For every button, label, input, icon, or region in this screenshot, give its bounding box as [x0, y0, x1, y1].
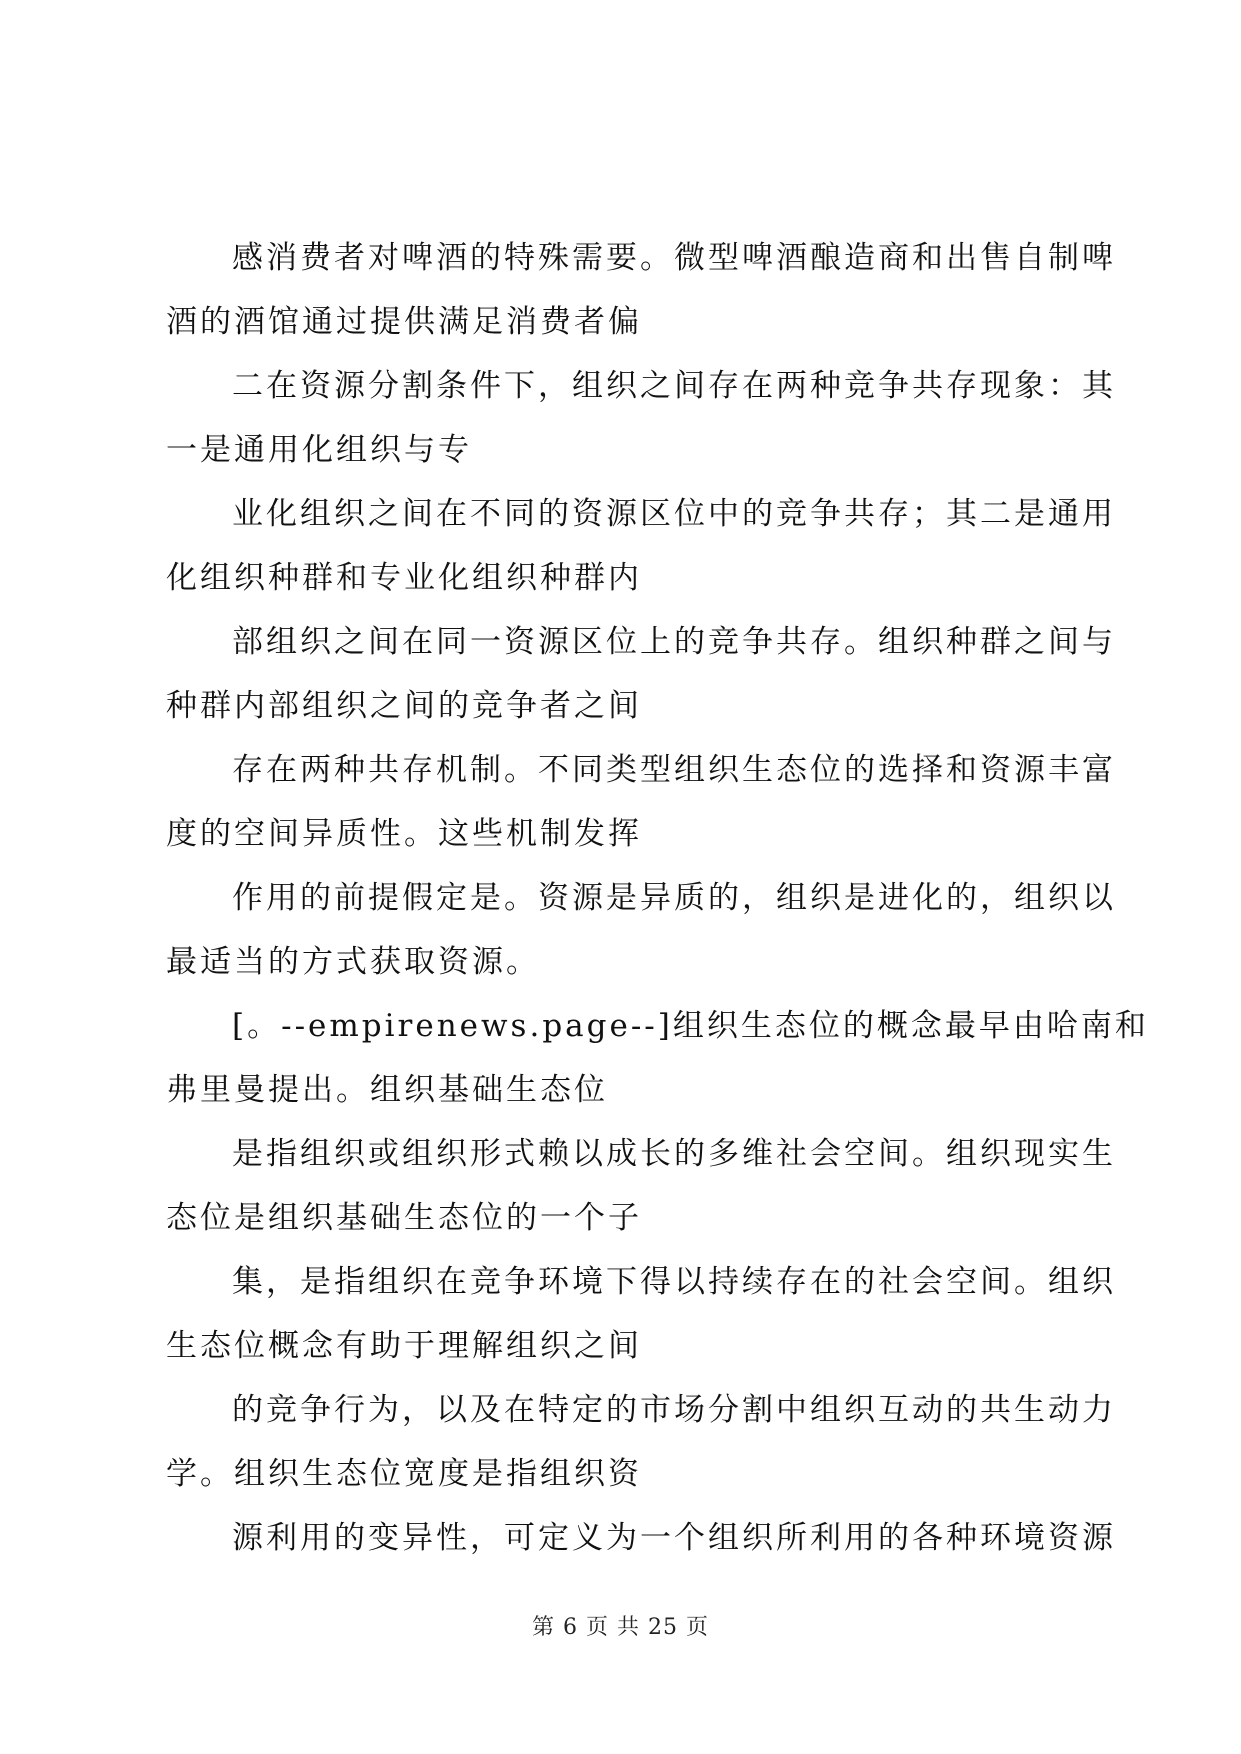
paragraph-line: 感消费者对啤酒的特殊需要。微型啤酒酿造商和出售自制啤	[232, 240, 1116, 276]
paragraph-line: 部组织之间在同一资源区位上的竞争共存。组织种群之间与	[232, 624, 1116, 660]
paragraph-line: 学。组织生态位宽度是指组织资	[166, 1456, 642, 1492]
paragraph-line: 是指组织或组织形式赖以成长的多维社会空间。组织现实生	[232, 1136, 1116, 1172]
page-number-footer: 第 6 页 共 25 页	[532, 1615, 709, 1640]
paragraph-line: 集，是指组织在竞争环境下得以持续存在的社会空间。组织	[232, 1264, 1116, 1300]
paragraph-line: 的竞争行为，以及在特定的市场分割中组织互动的共生动力	[232, 1392, 1116, 1428]
paragraph-line: 度的空间异质性。这些机制发挥	[166, 816, 642, 852]
paragraph	[166, 1250, 1116, 1378]
paragraph-line: 化组织种群和专业化组织种群内	[166, 560, 642, 596]
paragraph-line: 弗里曼提出。组织基础生态位	[166, 1072, 608, 1108]
paragraph	[166, 482, 1116, 610]
paragraph-line: 态位是组织基础生态位的一个子	[166, 1200, 642, 1236]
paragraph	[166, 1122, 1116, 1250]
paragraph-line: 酒的酒馆通过提供满足消费者偏	[166, 304, 642, 340]
paragraph	[166, 866, 1116, 994]
paragraph-line: 存在两种共存机制。不同类型组织生态位的选择和资源丰富	[232, 752, 1116, 788]
paragraph	[166, 994, 1149, 1122]
paragraph-line: 二在资源分割条件下，组织之间存在两种竞争共存现象：其	[232, 368, 1116, 404]
document-body	[166, 226, 1149, 1570]
paragraph-line: 最适当的方式获取资源。	[166, 944, 540, 980]
paragraph-line: 种群内部组织之间的竞争者之间	[166, 688, 642, 724]
paragraph	[166, 1378, 1116, 1506]
paragraph-line: 业化组织之间在不同的资源区位中的竞争共存；其二是通用	[232, 496, 1116, 532]
paragraph-line: 作用的前提假定是。资源是异质的，组织是进化的，组织以	[232, 880, 1116, 916]
paragraph	[166, 610, 1116, 738]
paragraph-line: 生态位概念有助于理解组织之间	[166, 1328, 642, 1364]
paragraph	[166, 226, 1116, 354]
paragraph-line: 源利用的变异性，可定义为一个组织所利用的各种环境资源	[232, 1520, 1116, 1556]
paragraph	[166, 738, 1116, 866]
paragraph	[166, 1506, 1116, 1570]
paragraph-line: 一是通用化组织与专	[166, 432, 472, 468]
paragraph	[166, 354, 1116, 482]
paragraph-line: [。--empirenews.page--]组织生态位的概念最早由哈南和	[232, 1008, 1149, 1044]
